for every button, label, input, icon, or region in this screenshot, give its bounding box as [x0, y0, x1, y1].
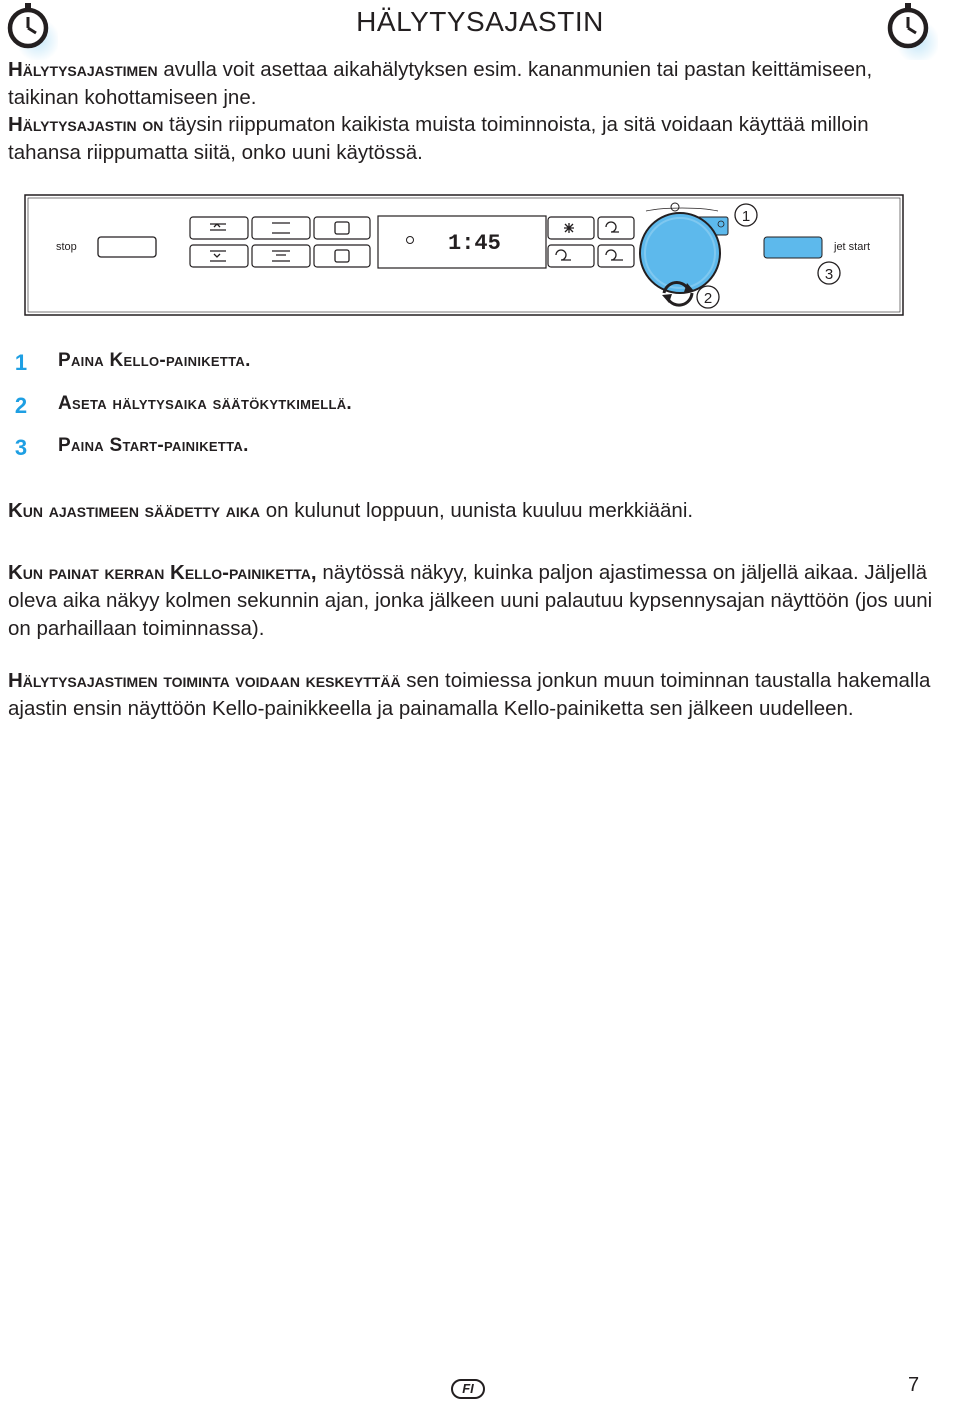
language-badge: FI	[451, 1379, 485, 1399]
body-paragraph	[8, 559, 938, 643]
paragraph-lead: Hälytysajastimen toiminta voidaan keskeyttää	[8, 669, 401, 692]
paragraph-text: sen toimiessa jonkun muun toiminnan taustalla hakemalla ajastin ensin näyttöön Kello-painikkeella ja painamalla Kello-painiketta sen jälkeen uudelleen.	[8, 669, 931, 720]
body-paragraph	[8, 667, 938, 723]
svg-text:3: 3	[824, 266, 834, 283]
function-button[interactable]	[252, 245, 310, 267]
control-knob[interactable]	[640, 213, 720, 293]
step-text: Paina Kello-painiketta.	[58, 350, 251, 371]
page-title: HÄLYTYSAJASTIN	[356, 6, 604, 37]
function-button[interactable]	[252, 217, 310, 239]
paragraph-text: näytössä näkyy, kuinka paljon ajastimessa on jäljellä aikaa. Jäljellä oleva aika näkyy kolmen sekunnin ajan, jonka jälkeen uuni palautuu kypsennysajan näyttöön (jos uuni on parhaillaan toiminnassa).	[8, 561, 933, 640]
intro-lead: Hälytysajastimen	[8, 58, 158, 81]
stop-button[interactable]	[98, 237, 156, 257]
function-button[interactable]	[190, 245, 248, 267]
step-number: 2	[14, 393, 28, 418]
intro-paragraph	[8, 56, 938, 112]
start-label: jet start	[834, 241, 871, 253]
function-button[interactable]	[190, 217, 248, 239]
step-text: Paina Start-painiketta.	[58, 435, 249, 456]
display-time: 1:45	[448, 231, 501, 256]
stop-label: stop	[56, 241, 77, 253]
intro-text: avulla voit asettaa aikahälytyksen esim. kananmunien tai pastan keittämiseen, taikinan kohottamiseen jne.	[8, 58, 873, 109]
step-number: 3	[14, 435, 28, 460]
paragraph-lead: Kun ajastimeen säädetty aika	[8, 499, 261, 522]
svg-text:1: 1	[741, 208, 751, 225]
step-text: Aseta hälytysaika säätökytkimellä.	[58, 393, 352, 414]
step-number: 1	[14, 350, 28, 375]
control-panel-diagram	[24, 193, 904, 317]
intro-text: täysin riippumaton kaikista muista toiminnoista, ja sitä voidaan käyttää milloin tahansa riippumatta siitä, onko uuni käytössä.	[8, 113, 869, 164]
intro-lead: Hälytysajastin on	[8, 113, 164, 136]
page-number: 7	[908, 1374, 920, 1396]
paragraph-lead: Kun painat kerran Kello-painiketta,	[8, 561, 317, 584]
paragraph-text: on kulunut loppuun, uunista kuuluu merkkiääni.	[260, 499, 694, 522]
intro-paragraph	[8, 111, 938, 167]
body-paragraph	[8, 497, 938, 525]
function-button[interactable]	[548, 245, 594, 267]
function-button[interactable]	[314, 217, 370, 239]
callout-3	[818, 262, 840, 284]
start-button[interactable]	[764, 237, 822, 258]
function-button[interactable]	[314, 245, 370, 267]
callout-1	[735, 204, 757, 226]
svg-text:2: 2	[703, 290, 713, 307]
callout-2	[697, 286, 719, 308]
